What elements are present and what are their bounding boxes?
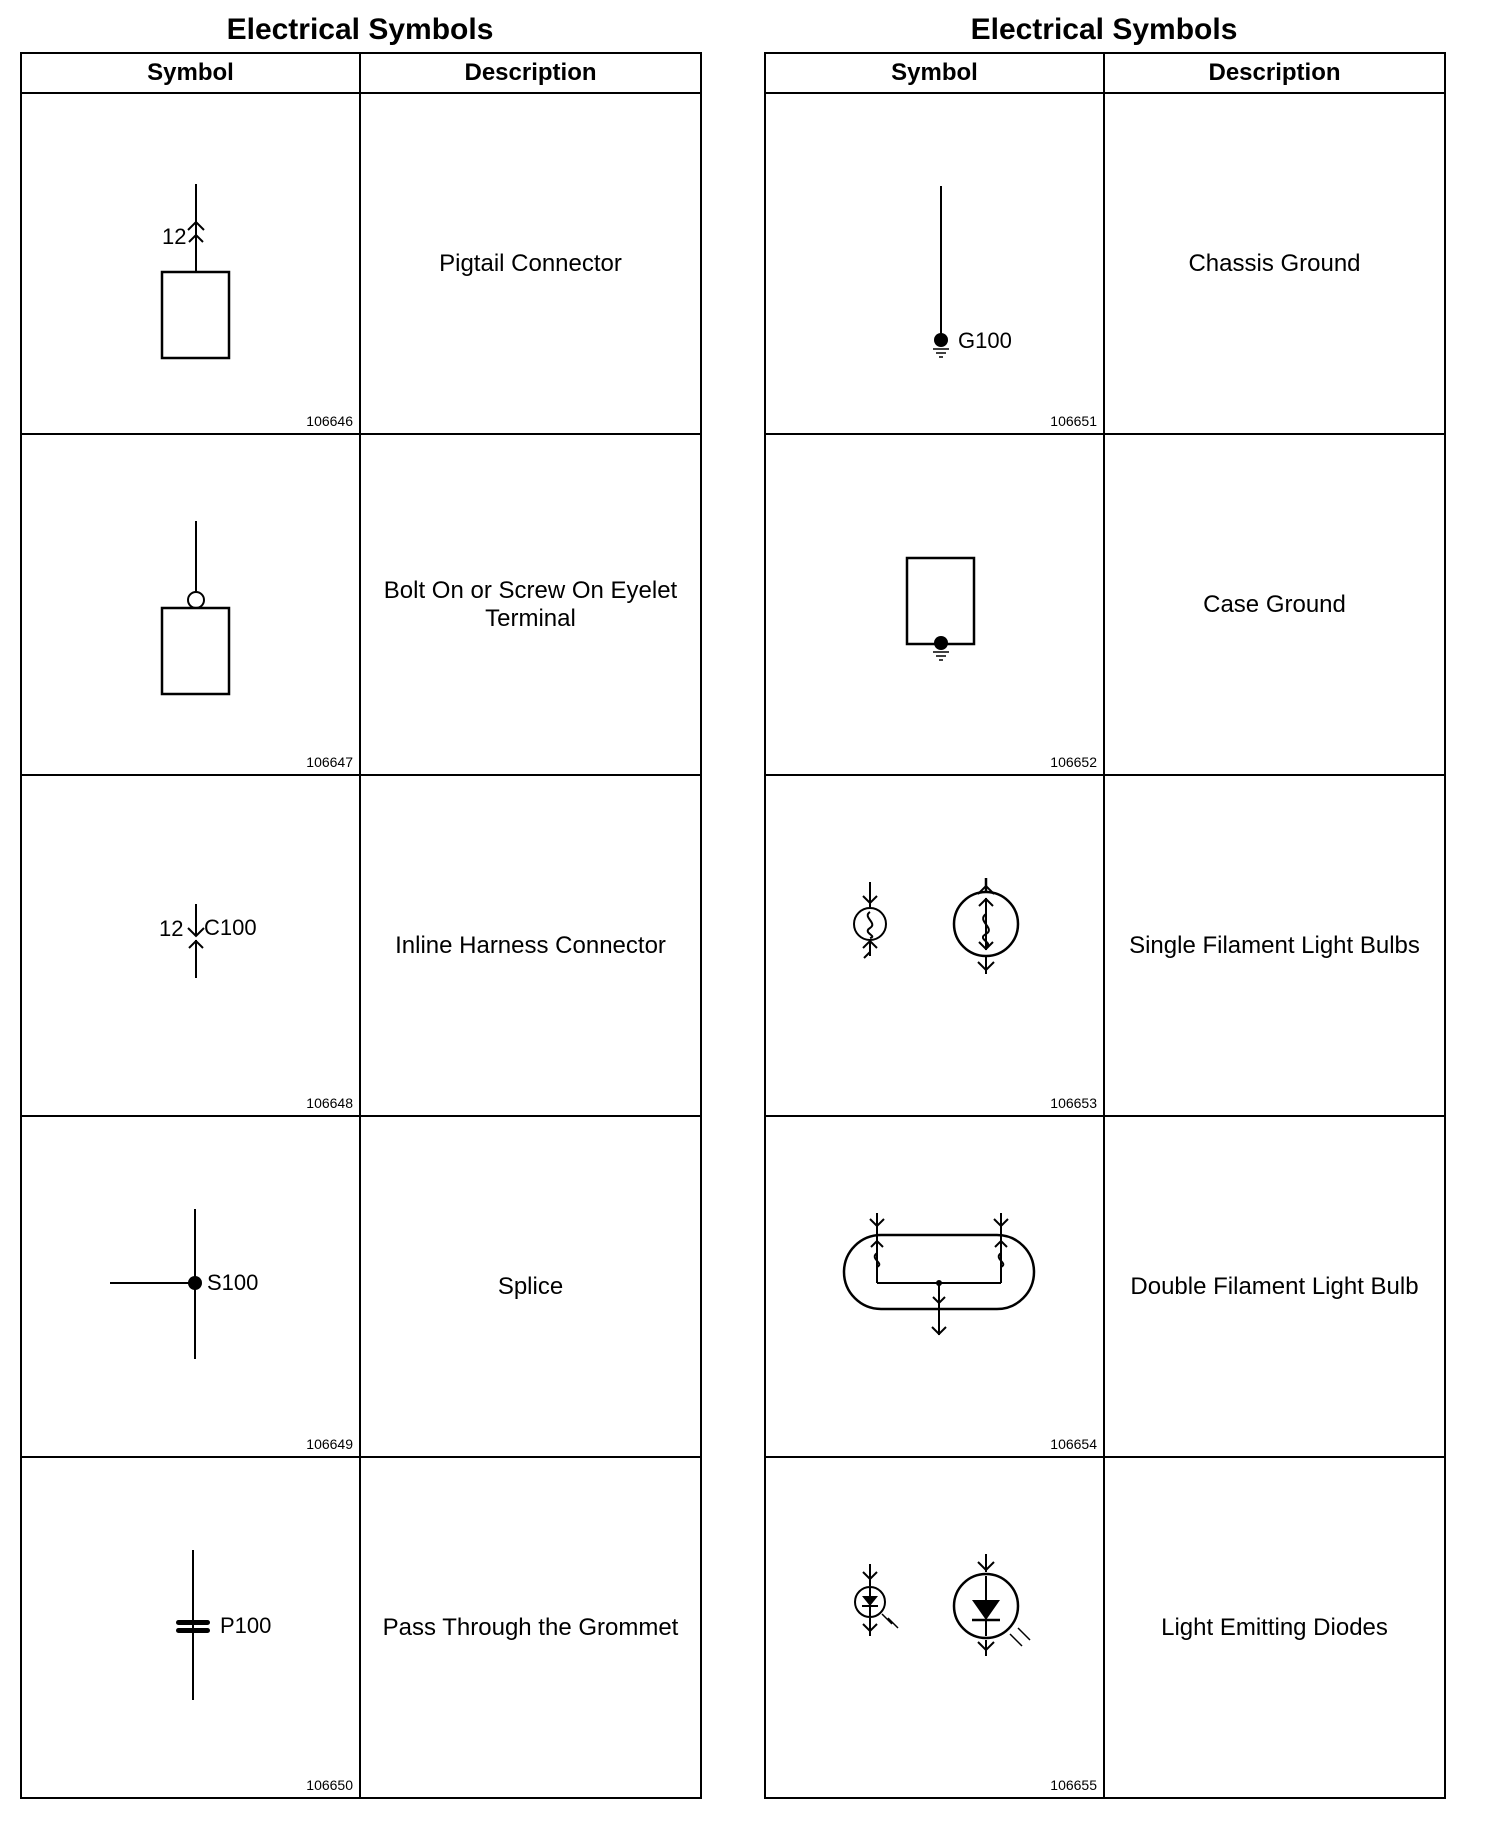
description-cell: Pigtail Connector — [360, 93, 701, 434]
grommet-id-label: P100 — [220, 1613, 272, 1638]
description-cell: Bolt On or Screw On Eyelet Terminal — [360, 434, 701, 775]
description-cell: Splice — [360, 1116, 701, 1457]
table-header-row — [21, 53, 701, 93]
single-filament-bulb-icon — [766, 776, 1105, 1115]
description-cell: Light Emitting Diodes — [1104, 1457, 1445, 1798]
figure-id: 106646 — [306, 413, 353, 429]
panel-title: Electrical Symbols — [970, 13, 1238, 46]
led-icon — [766, 1458, 1105, 1797]
description-cell: Chassis Ground — [1104, 93, 1445, 434]
table-row — [765, 93, 1445, 434]
splice-icon — [22, 1117, 361, 1456]
table-row — [21, 775, 701, 1116]
column-header-symbol: Symbol — [765, 53, 1104, 93]
double-filament-bulb-icon — [766, 1117, 1105, 1456]
figure-id: 106655 — [1050, 1777, 1097, 1793]
description-cell: Single Filament Light Bulbs — [1104, 775, 1445, 1116]
inline-harness-connector-icon — [22, 776, 361, 1115]
panel-title: Electrical Symbols — [226, 13, 494, 46]
symbols-table — [20, 52, 702, 1799]
table-row — [21, 1457, 701, 1798]
symbol-cell — [765, 775, 1104, 1116]
pigtail-connector-icon — [22, 94, 361, 433]
figure-id: 106653 — [1050, 1095, 1097, 1111]
symbol-cell — [765, 1457, 1104, 1798]
figure-id: 106651 — [1050, 413, 1097, 429]
column-header-symbol: Symbol — [21, 53, 360, 93]
connector-id-label: C100 — [204, 915, 257, 940]
table-row — [765, 775, 1445, 1116]
figure-id: 106647 — [306, 754, 353, 770]
wire-number-label: 12 — [159, 916, 184, 941]
table-row — [765, 1116, 1445, 1457]
symbols-table — [764, 52, 1446, 1799]
table-header-row — [765, 53, 1445, 93]
symbol-cell — [765, 93, 1104, 434]
symbol-cell — [765, 1116, 1104, 1457]
column-header-description: Description — [1104, 53, 1445, 93]
figure-id: 106648 — [306, 1095, 353, 1111]
ground-id-label: G100 — [958, 328, 1012, 353]
table-row — [21, 1116, 701, 1457]
left-panel — [20, 10, 702, 1799]
description-cell: Double Filament Light Bulb — [1104, 1116, 1445, 1457]
symbol-cell — [21, 1457, 360, 1798]
column-header-description: Description — [360, 53, 701, 93]
symbol-cell — [765, 434, 1104, 775]
table-row — [765, 434, 1445, 775]
figure-id: 106650 — [306, 1777, 353, 1793]
table-row — [21, 434, 701, 775]
wire-number-label: 12 — [162, 224, 187, 249]
description-cell: Inline Harness Connector — [360, 775, 701, 1116]
table-row — [765, 1457, 1445, 1798]
figure-id: 106649 — [306, 1436, 353, 1452]
figure-id: 106652 — [1050, 754, 1097, 770]
figure-id: 106654 — [1050, 1436, 1097, 1452]
symbol-cell — [21, 775, 360, 1116]
case-ground-icon — [766, 435, 1105, 774]
description-cell: Pass Through the Grommet — [360, 1457, 701, 1798]
splice-id-label: S100 — [207, 1270, 259, 1295]
description-cell: Case Ground — [1104, 434, 1445, 775]
symbol-cell — [21, 434, 360, 775]
right-panel — [764, 10, 1446, 1799]
table-row — [21, 93, 701, 434]
symbol-cell — [21, 1116, 360, 1457]
chassis-ground-icon — [766, 94, 1105, 433]
symbol-cell — [21, 93, 360, 434]
grommet-icon — [22, 1458, 361, 1797]
eyelet-terminal-icon — [22, 435, 361, 774]
